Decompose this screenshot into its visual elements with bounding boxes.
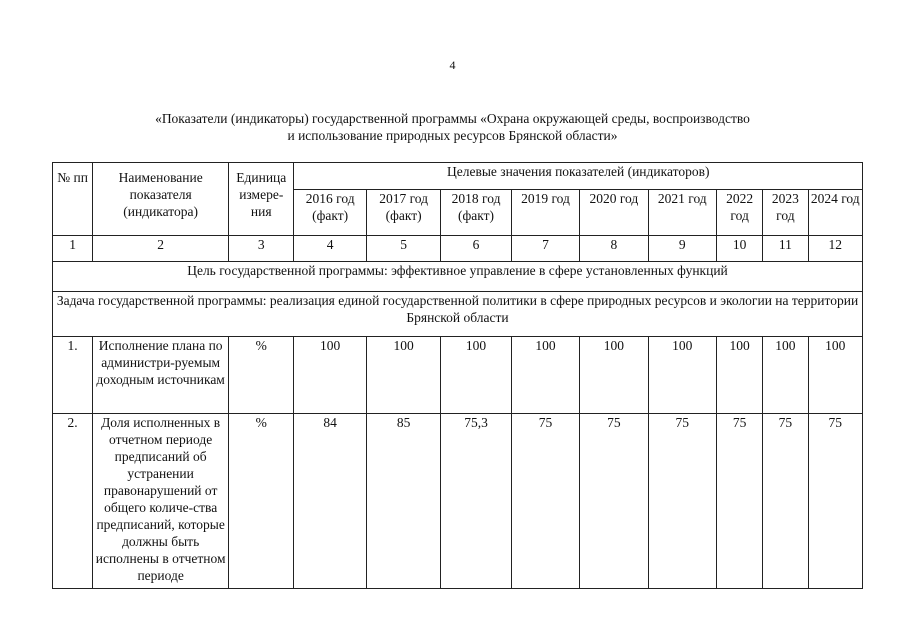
table-row bbox=[53, 337, 863, 414]
header-year: 2016 год (факт) bbox=[294, 190, 366, 236]
program-goal: Цель государственной программы: эффективное управление в сфере установленных функций bbox=[53, 262, 863, 292]
column-number-row bbox=[53, 236, 863, 262]
column-number: 3 bbox=[229, 236, 294, 262]
indicator-value: 100 bbox=[294, 337, 366, 414]
header-row-1 bbox=[53, 163, 863, 190]
indicator-value: 100 bbox=[511, 337, 579, 414]
indicator-value: 100 bbox=[808, 337, 862, 414]
indicator-value: 85 bbox=[366, 414, 440, 589]
header-year: 2023 год bbox=[763, 190, 808, 236]
header-unit: Единица измере-ния bbox=[229, 163, 294, 236]
indicator-value: 100 bbox=[366, 337, 440, 414]
column-number: 1 bbox=[53, 236, 93, 262]
indicator-value: 100 bbox=[763, 337, 808, 414]
indicator-value: 100 bbox=[716, 337, 762, 414]
indicator-value: 100 bbox=[441, 337, 511, 414]
row-number: 2. bbox=[53, 414, 93, 589]
indicator-value: 100 bbox=[648, 337, 716, 414]
indicator-value: 75,3 bbox=[441, 414, 511, 589]
column-number: 2 bbox=[93, 236, 229, 262]
page-number: 4 bbox=[449, 58, 456, 72]
column-number: 4 bbox=[294, 236, 366, 262]
indicators-table bbox=[52, 162, 863, 589]
header-num: № пп bbox=[53, 163, 93, 236]
indicator-value: 75 bbox=[648, 414, 716, 589]
title-line-2: и использование природных ресурсов Брянской области» bbox=[287, 128, 618, 143]
indicator-name: Доля исполненных в отчетном периоде предписаний об устранении правонарушений от общего количе-ства предписаний, которые должны быть исполнены в отчетном периоде bbox=[93, 414, 229, 589]
indicator-value: 75 bbox=[808, 414, 862, 589]
column-number: 7 bbox=[511, 236, 579, 262]
header-year: 2022 год bbox=[716, 190, 762, 236]
indicator-value: 75 bbox=[763, 414, 808, 589]
goal-row bbox=[53, 262, 863, 292]
title-line-1: «Показатели (индикаторы) государственной программы «Охрана окружающей среды, воспроизводство bbox=[155, 111, 750, 126]
indicator-value: 84 bbox=[294, 414, 366, 589]
column-number: 11 bbox=[763, 236, 808, 262]
row-number: 1. bbox=[53, 337, 93, 414]
header-year: 2017 год (факт) bbox=[366, 190, 440, 236]
column-number: 9 bbox=[648, 236, 716, 262]
indicator-value: 75 bbox=[580, 414, 648, 589]
header-year: 2020 год bbox=[580, 190, 648, 236]
indicator-unit: % bbox=[229, 337, 294, 414]
table-row bbox=[53, 414, 863, 589]
indicator-unit: % bbox=[229, 414, 294, 589]
indicator-name: Исполнение плана по администри-руемым доходным источникам bbox=[93, 337, 229, 414]
indicator-value: 100 bbox=[580, 337, 648, 414]
header-name: Наименование показателя (индикатора) bbox=[93, 163, 229, 236]
indicator-value: 75 bbox=[716, 414, 762, 589]
program-task: Задача государственной программы: реализация единой государственной политики в сфере природных ресурсов и экологии на территории Брянской области bbox=[53, 292, 863, 337]
column-number: 12 bbox=[808, 236, 862, 262]
task-row bbox=[53, 292, 863, 337]
header-year: 2019 год bbox=[511, 190, 579, 236]
header-year: 2021 год bbox=[648, 190, 716, 236]
column-number: 10 bbox=[716, 236, 762, 262]
indicator-value: 75 bbox=[511, 414, 579, 589]
header-target-values: Целевые значения показателей (индикаторов) bbox=[294, 163, 863, 190]
document-title bbox=[60, 110, 845, 144]
column-number: 6 bbox=[441, 236, 511, 262]
column-number: 8 bbox=[580, 236, 648, 262]
header-year: 2018 год (факт) bbox=[441, 190, 511, 236]
column-number: 5 bbox=[366, 236, 440, 262]
header-year: 2024 год bbox=[808, 190, 862, 236]
